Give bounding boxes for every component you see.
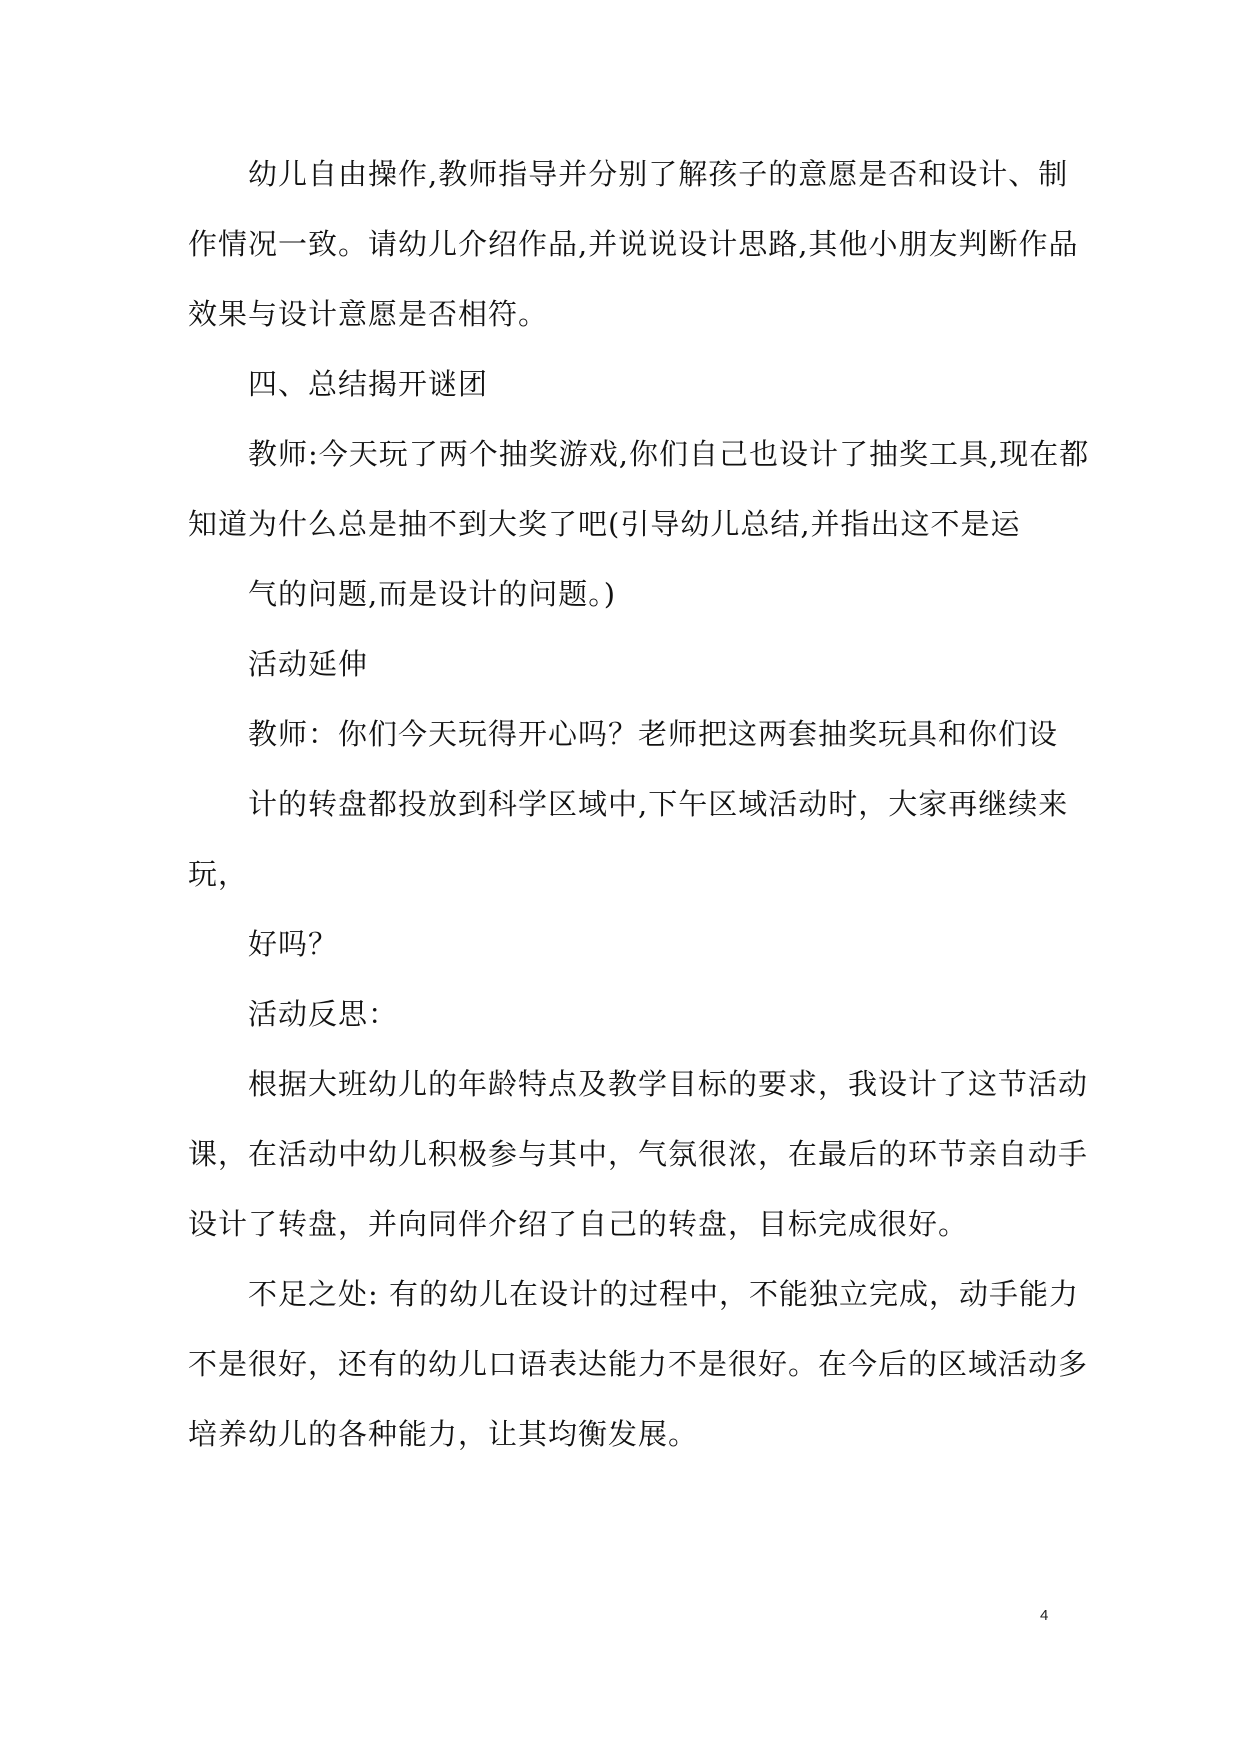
section-heading: 四、总结揭开谜团 — [248, 367, 489, 401]
paragraph-line-14: 根据大班幼儿的年龄特点及教学目标的要求，我设计了这节活动 — [248, 1067, 1089, 1101]
paragraph-line-12: 好吗？ — [248, 927, 339, 961]
paragraph-line-19: 培养幼儿的各种能力，让其均衡发展。 — [188, 1417, 699, 1451]
paragraph-line-17: 不足之处: 有的幼儿在设计的过程中，不能独立完成，动手能力 — [248, 1277, 1079, 1311]
paragraph-line-15: 课，在活动中幼儿积极参与其中，气氛很浓，在最后的环节亲自动手 — [188, 1137, 1089, 1171]
paragraph-line-11: 玩， — [188, 857, 249, 891]
paragraph-line-6: 知道为什么总是抽不到大奖了吧(引导幼儿总结,并指出这不是运 — [188, 507, 1021, 541]
page-number: 4 — [1040, 1607, 1049, 1624]
paragraph-line-18: 不是很好，还有的幼儿口语表达能力不是很好。在今后的区域活动多 — [188, 1347, 1089, 1381]
paragraph-line-2: 作情况一致。请幼儿介绍作品,并说说设计思路,其他小朋友判断作品 — [188, 227, 1079, 261]
paragraph-line-3: 效果与设计意愿是否相符。 — [188, 297, 549, 331]
paragraph-line-10: 计的转盘都投放到科学区域中,下午区域活动时，大家再继续来 — [248, 787, 1069, 821]
paragraph-line-1: 幼儿自由操作,教师指导并分别了解孩子的意愿是否和设计、制 — [248, 157, 1069, 191]
section-heading-extension: 活动延伸 — [248, 647, 369, 681]
section-heading-reflection: 活动反思： — [248, 997, 399, 1031]
paragraph-line-9: 教师：你们今天玩得开心吗？老师把这两套抽奖玩具和你们设 — [248, 717, 1059, 751]
paragraph-line-7: 气的问题,而是设计的问题。) — [248, 577, 617, 611]
paragraph-line-16: 设计了转盘，并向同伴介绍了自己的转盘，目标完成很好。 — [188, 1207, 969, 1241]
paragraph-line-5: 教师:今天玩了两个抽奖游戏,你们自己也设计了抽奖工具,现在都 — [248, 437, 1090, 471]
